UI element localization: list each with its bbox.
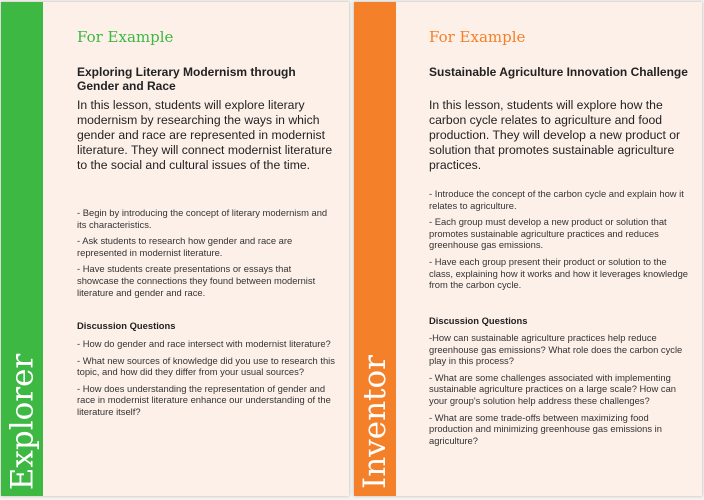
inventor-card — [354, 2, 702, 496]
explorer-intro: In this lesson, students will explore literary modernism by researching the ways in which gender and race are represented in modernist literature. They will connect modernist literature to the social and cultural issues of the time. — [77, 98, 333, 172]
inventor-step: - Have each group present their product or solution to the class, explaining how it works and how it leverages knowledge from the carbon cycle. — [429, 255, 688, 291]
explorer-questions — [77, 338, 335, 423]
explorer-question: - How do gender and race intersect with modernist literature? — [77, 338, 331, 349]
inventor-discussion-heading: Discussion Questions — [429, 315, 528, 326]
explorer-question: - How does understanding the representation of gender and race in modernist literature enhance our understanding of the literature itself? — [77, 382, 331, 417]
explorer-steps — [77, 207, 335, 303]
explorer-label: Explorer — [4, 353, 40, 491]
explorer-discussion-heading: Discussion Questions — [77, 320, 176, 331]
inventor-question: - What are some challenges associated with implementing sustainable agriculture practices on a large scale? How can your group's solution help address these challenges? — [429, 371, 677, 406]
explorer-eyebrow: For Example — [77, 28, 174, 46]
inventor-side-band — [354, 2, 396, 496]
inventor-steps — [429, 188, 688, 296]
explorer-step: - Begin by introducing the concept of literary modernism and its characteristics. — [77, 207, 328, 230]
inventor-eyebrow: For Example — [429, 28, 526, 46]
inventor-label: Inventor — [357, 355, 394, 489]
inventor-question: -How can sustainable agriculture practices help reduce greenhouse gas emissions? What role does the carbon cycle play in this process? — [429, 332, 683, 367]
inventor-questions — [429, 332, 688, 451]
inventor-step: - Introduce the concept of the carbon cycle and explain how it relates to agriculture. — [429, 188, 684, 211]
inventor-title: Sustainable Agriculture Innovation Challenge — [429, 65, 688, 79]
inventor-question: - What are some trade-offs between maximizing food production and minimizing greenhouse gas emissions in agriculture? — [429, 411, 662, 446]
explorer-side-band — [1, 2, 43, 496]
explorer-step: - Have students create presentations or essays that showcase the connections they found between modernist literature and gender and race. — [77, 263, 316, 298]
explorer-title: Exploring Literary Modernism through Gender and Race — [77, 65, 296, 93]
explorer-question: - What new sources of knowledge did you use to research this topic, and how did they differ from your usual sources? — [77, 354, 335, 378]
explorer-step: - Ask students to research how gender and race are represented in modernist literature. — [77, 235, 293, 258]
inventor-step: - Each group must develop a new product or solution that promotes sustainable agriculture practices and reduces greenhouse gas emissions. — [429, 216, 667, 251]
inventor-intro: In this lesson, students will explore how the carbon cycle relates to agriculture and food production. They will develop a new product or solution that promotes sustainable agriculture practices. — [429, 98, 681, 172]
explorer-card — [1, 2, 349, 496]
